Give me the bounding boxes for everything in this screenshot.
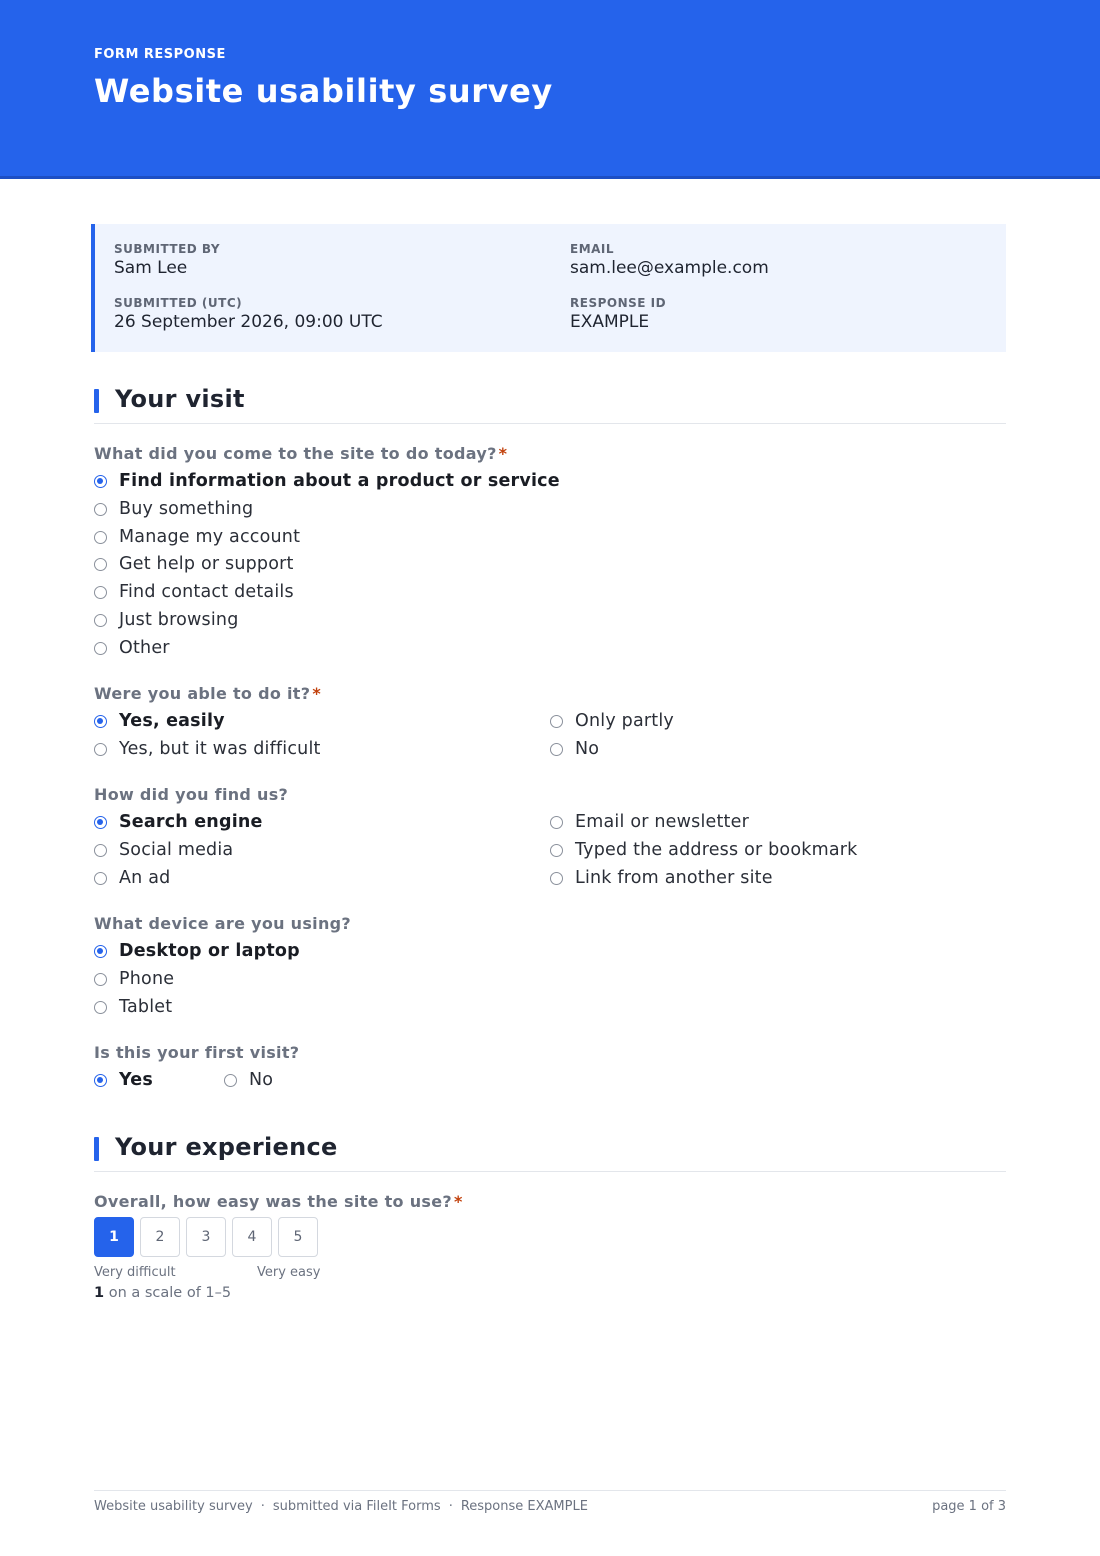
rating-summary [94,1285,231,1301]
footer-via: submitted via FileIt Forms [272,1499,441,1514]
email-label: EMAIL [570,242,615,256]
radio-empty-icon [94,844,107,857]
radio-empty-icon [94,743,107,756]
form-header-banner [0,0,1100,179]
radio-option[interactable] [550,836,858,864]
option-label: Search engine [119,812,263,832]
option-label: Only partly [575,711,674,731]
response-id-value: EXAMPLE [570,312,650,332]
radio-option[interactable] [550,864,773,892]
radio-option[interactable] [94,965,174,993]
radio-empty-icon [550,872,563,885]
submission-details [91,224,1006,352]
radio-option[interactable] [224,1066,273,1094]
submitted-by-field [114,242,220,278]
rating-option[interactable]: 5 [278,1217,318,1257]
radio-option[interactable] [550,707,674,735]
option-label: Just browsing [119,610,239,630]
option-label: Other [119,638,170,658]
question-label: Overall, how easy was the site to use? [94,1192,452,1211]
option-label: Yes, easily [119,711,225,731]
radio-option[interactable] [94,1066,153,1094]
section-accent-bar [94,389,99,413]
option-label: Find information about a product or service [119,471,560,491]
option-label: Get help or support [119,554,294,574]
radio-option[interactable] [550,808,749,836]
footer-form-name: Website usability survey [94,1499,253,1514]
response-id-field [570,296,666,332]
option-label: Phone [119,969,175,989]
rating-suffix: on a scale of 1–5 [108,1285,232,1301]
radio-option[interactable] [94,735,321,763]
rating-option[interactable]: 4 [232,1217,272,1257]
page-footer [94,1490,1006,1514]
scale-high-label: Very easy [257,1265,321,1280]
form-title: Website usability survey [94,72,553,110]
radio-empty-icon [94,973,107,986]
option-label: Link from another site [575,868,773,888]
question-success [94,684,321,703]
question-first-visit [94,1043,299,1062]
radio-empty-icon [550,844,563,857]
radio-selected-icon [94,715,107,728]
radio-option[interactable] [94,937,300,965]
radio-empty-icon [550,816,563,829]
radio-option[interactable] [94,606,239,634]
radio-option[interactable] [94,808,263,836]
option-label: No [575,739,600,759]
radio-empty-icon [94,642,107,655]
scale-low-label: Very difficult [94,1265,176,1280]
radio-empty-icon [94,558,107,571]
option-label: No [249,1070,274,1090]
radio-empty-icon [550,743,563,756]
submitted-by-value: Sam Lee [114,258,188,278]
section-your-visit [94,377,1006,424]
footer-info [94,1499,588,1514]
radio-empty-icon [550,715,563,728]
rating-option[interactable]: 2 [140,1217,180,1257]
radio-empty-icon [94,614,107,627]
footer-separator: · [448,1499,453,1514]
required-marker: * [498,444,508,463]
radio-empty-icon [94,586,107,599]
submitted-time-value: 26 September 2026, 09:00 UTC [114,312,383,332]
rating-value: 1 [94,1285,105,1301]
required-marker: * [453,1192,463,1211]
option-label: Email or newsletter [575,812,749,832]
radio-option[interactable] [94,550,294,578]
option-label: An ad [119,868,171,888]
option-label: Find contact details [119,582,294,602]
radio-selected-icon [94,475,107,488]
radio-empty-icon [94,503,107,516]
radio-option[interactable] [94,864,170,892]
question-source [94,785,288,804]
question-purpose [94,444,507,463]
radio-option[interactable] [94,634,170,662]
radio-option[interactable] [94,707,225,735]
section-title: Your visit [115,385,245,413]
option-label: Typed the address or bookmark [575,840,858,860]
radio-option[interactable] [94,495,253,523]
radio-option[interactable] [94,578,294,606]
question-label: How did you find us? [94,785,289,804]
radio-option[interactable] [94,993,172,1021]
radio-selected-icon [94,1074,107,1087]
option-label: Yes [119,1070,153,1090]
submitted-time-field [114,296,383,332]
radio-selected-icon [94,816,107,829]
page-number: page 1 of 3 [932,1499,1006,1514]
required-marker: * [312,684,321,703]
email-field [570,242,769,278]
radio-option[interactable] [94,836,233,864]
question-device [94,914,351,933]
form-eyebrow: FORM RESPONSE [94,47,226,62]
radio-option[interactable] [94,467,560,495]
submitted-by-label: SUBMITTED BY [114,242,221,256]
rating-option-selected[interactable]: 1 [94,1217,134,1257]
option-label: Social media [119,840,234,860]
section-accent-bar [94,1137,99,1161]
option-label: Buy something [119,499,254,519]
section-your-experience [94,1125,1006,1172]
option-label: Desktop or laptop [119,941,300,961]
email-value: sam.lee@example.com [570,258,769,278]
radio-empty-icon [94,531,107,544]
submitted-time-label: SUBMITTED (UTC) [114,296,243,310]
radio-empty-icon [94,1001,107,1014]
radio-empty-icon [94,872,107,885]
question-ease [94,1192,463,1211]
option-label: Tablet [119,997,173,1017]
footer-response: Response EXAMPLE [460,1499,588,1514]
option-label: Yes, but it was difficult [119,739,321,759]
rating-scale [94,1217,324,1257]
radio-option[interactable] [94,523,300,551]
question-label: What did you come to the site to do today? [94,444,497,463]
question-label: Were you able to do it? [94,684,311,703]
rating-option[interactable]: 3 [186,1217,226,1257]
section-title: Your experience [115,1133,338,1161]
response-id-label: RESPONSE ID [570,296,667,310]
radio-option[interactable] [550,735,599,763]
question-label: What device are you using? [94,914,351,933]
radio-selected-icon [94,945,107,958]
option-label: Manage my account [119,527,301,547]
radio-empty-icon [224,1074,237,1087]
footer-separator: · [260,1499,265,1514]
question-label: Is this your first visit? [94,1043,300,1062]
